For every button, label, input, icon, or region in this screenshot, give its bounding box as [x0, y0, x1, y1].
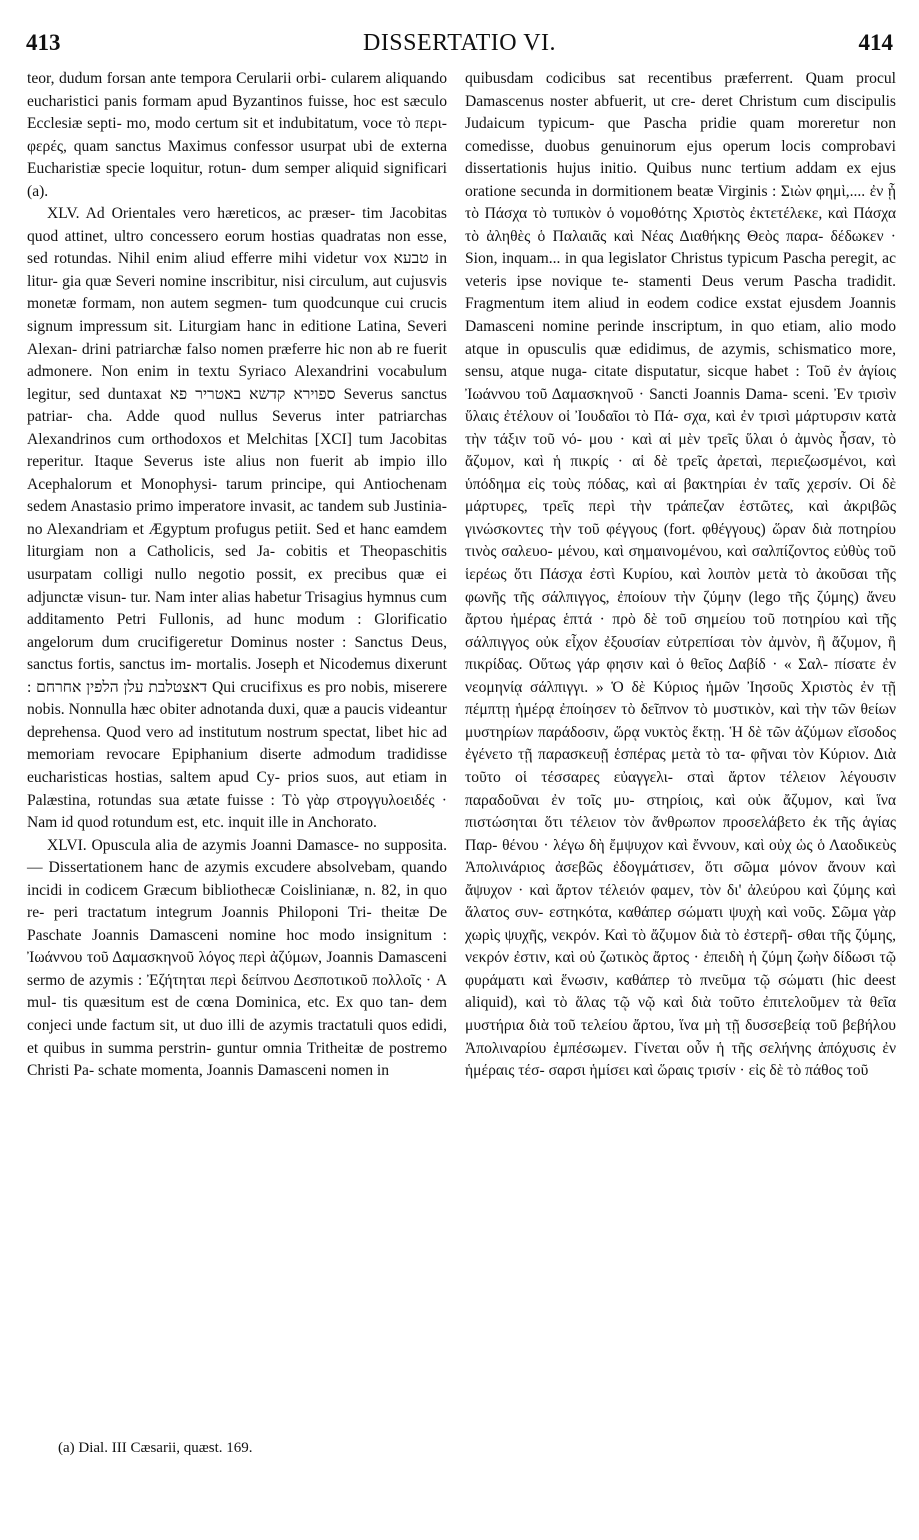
page-number-left: 413	[26, 30, 61, 55]
paragraph-section-46: XLVI. Opuscula alia de azymis Joanni Damasce- no supposita. — Dissertationem hanc de azymis excudere absolvebam, quando incidi in codicem Græcum bibliothecæ Coislinianæ, n. 82, in quo re- peri tractatum integrum Joannis Philoponi Tri- theitæ De Paschate Joannis Damasceni nomine hoc modo insignitum : Ἰωάννου τοῦ Δαμασκηνοῦ λόγος περὶ ἀζύμων, Joannis Damasceni sermo de azymis : Ἐζήτηται περὶ δείπνου Δεσποτικοῦ πολλοῖς · A mul- tis quæsitum est de cœna Dominica, etc. Ex quo tan- dem conjeci unde factum sit, ut duo illi de azymis tractatuli quos edidi, et quibus in summa perstrin- guntur omnia Tritheitæ de postremo Christi Pa- schate momenta, Joannis Damasceni nomen in	[27, 836, 447, 1080]
page-number-right: 414	[858, 30, 893, 55]
running-header	[26, 30, 893, 64]
left-column	[27, 68, 447, 1083]
paragraph-continuation: teor, dudum forsan ante tempora Cerularii orbi- cularem aliquando eucharistici panis formam apud Byzantinos fuisse, hoc est sæculo Ecclesiæ septi- mo, modo certum sit et indubitatum, voce τὸ περι- φερές, quam sanctus Maximus confessor usurpat ubi de externa Eucharistiæ specie loquitur, rotun- dum semper aliquid significari (a).	[27, 70, 447, 200]
page-title: DISSERTATIO VI.	[362, 30, 557, 56]
right-column	[465, 68, 896, 1083]
paragraph-right-text: quibusdam codicibus sat recentibus præferrent. Quam procul Damascenus noster abfuerit, ut cre- deret Christum cum discipulis Judaicum typicum- que Pascha pridie quam moreretur non comedisse, duobus genuinorum ejus operum locis comprobavi dissertationis hujus initio. Quibus nunc tertium addam ex ejus oratione secunda in dormitionem beatæ Virginis : Σιὼν φημὶ,.... ἐν ᾗ τὸ Πάσχα τὸ τυπικὸν ὁ νομοθότης Χριστὸς ἐκτετέλεκε, καὶ Πάσχα τὸ ἀληθὲς ὁ Παλαιᾶς καὶ Νέας Διαθήκης Θεὸς παρα- δέδωκεν · Sion, inquam... in qua legislator Christus typicum Pascha peregit, ac veteris ipse novique te- stamenti Deus verum Pascha tradidit. Fragmentum item aliud in eodem codice exstat ejusdem Joannis Damasceni nomine perinde inscriptum, in quo etiam, alio modo atque in opusculis quæ edidimus, de azymis, schismatico more, sensu, atque nuga- citate disputatur, sicque habet : Τοῦ ἐν ἁγίοις Ἰωάννου τοῦ Δαμασκηνοῦ · Sancti Joannis Dama- sceni. Ἐν τρισὶν ὕλαις ἐτέλουν οἱ Ἰουδαῖοι τὸ Πά- σχα, καὶ ἐν τρισὶ μάρτυρσιν κατὰ τὴν τάξιν τοῦ νό- μου · καὶ αἱ μὲν τρεῖς ὕλαι ὁ ἀμνὸς ἦσαν, τὸ ἄζυμον, καὶ ἡ πικρίς · αἱ δὲ τρεῖς ἀρεταὶ, περιεζωσμένοι, καὶ ὑπόδημα εἰς τοὺς πόδας, καὶ αἱ βακτηρίαι ἐν ταῖς χερσίν. Οἱ δὲ μάρτυρες, τρεῖς περὶ τὴν τράπεζαν ἑστῶτες, καὶ ἀκριβῶς γινώσκοντες τὴν τοῦ φέγγους (fort. φθέγγους) ὥραν διὰ ποτηρίου τινὸς σαλευο- μένου, καὶ σημαινομένου, καὶ σαλπίζοντος εὐθὺς τοῦ ἱερέως ὅτι Πάσχα ἐστὶ Κυρίου, καὶ λοιπὸν μετὰ τὸ ἀκοῦσαι τῆς φωνῆς τῆς σάλπιγγος, ἐποίουν τὴν ζύμην (lego τῆς ζύμης) ἄνευ ἄρτου ἡμέρας ἑπτά · πρὸ δὲ τοῦ σημείου τοῦ ποτηρίου καὶ τῆς σάλπιγγος οὐκ εἶχον ἐξουσίαν εὐτρεπίσαι τὸν ἀμνὸν, ἢ ἄζυμον, ἢ πικρίδας. Οὕτως γάρ φησιν καὶ ὁ θεῖος Δαβίδ · « Σαλ- πίσατε ἐν νεομηνίᾳ σάλπιγγι. » Ὁ δὲ Κύριος ἡμῶν Ἰησοῦς Χριστὸς ἐν τῇ πέμπτῃ ἡμέρᾳ ἐποίησεν τὸ δεῖπνον τὸ μυστικὸν, καὶ τὴν τῶν θείων μυστηρίων παράδοσιν, ὥρᾳ νυκτὸς ἕκτῃ. Ἡ δὲ τῶν ἀζύμων εἴσοδος ἐγένετο τῇ παρασκευῇ ἑσπέρας μετὰ τὸ τα- φῆναι τὸν Κύριον. Διὰ τοῦτο οἱ τέσσαρες εὐαγγελι- σταὶ ἄρτον τέλειον λέγουσιν παραδοῦναι ἐν τοῖς μυ- στηρίοις, καὶ οὐκ ἄζυμον, καὶ ἵνα πιστώσηται ὅτι τέλειον τὸν ἄνθρωπον προσελάβετο ἐκ τῆς ἁγίας Παρ- θένου · λέγω δὴ ἔμψυχον καὶ ἔννουν, καὶ οὐχ ὡς ὁ Λαοδικεὺς Ἀπολινάριος ἀσεβῶς ἐδογμάτισεν, ὅτι σῶμα μόνον ἄνουν καὶ ἄψυχον · καὶ ἄρτον τέλειόν φαμεν, τὸν δι' ἀλεύρου καὶ ζύμης καὶ ἅλατος συν- εστηκότα, καθάπερ σώματι ψυχὴ καὶ νοῦς. Σῶμα γὰρ χωρὶς ψυχῆς, νεκρόν. Καὶ τὸ ἄζυμον διὰ τὸ ἐστερῆ- σθαι τῆς ζύμης, νεκρόν ἐστιν, καὶ οὐ ζωτικὸς ἄρτος · ἐπειδὴ ἡ ζύμη ζωὴν δίδωσι τῷ φυράματι καὶ ἕνωσιν, καθάπερ τὸ πνεῦμα τῷ σώματι (hic deest aliquid), καὶ τὸ ἅλας τῷ νῷ καὶ διὰ τοῦτο ἐπιτελοῦμεν τὰ θεῖα μυστήρια διὰ τοῦ τελείου ἄρτου, ἵνα μὴ τῇ δυσσεβείᾳ τοῦ βεβήλου Ἀπολιναρίου ἐμπέσωμεν. Γίνεται οὖν ἡ τῆς σελήνης ἀπόχυσις ἐν ἡμέραις τέσ- σαρσι ἡμίσει καὶ ὥραις τρισίν · εἰς δὲ τὸ πάθος τοῦ	[465, 70, 896, 1080]
footnote: (a) Dial. III Cæsarii, quæst. 169.	[58, 1440, 253, 1456]
paragraph-section-45: XLV. Ad Orientales vero hæreticos, ac præser- tim Jacobitas quod attinet, ultro concessero eorum hostias quadratas non esse, sed rotundas. Nihil enim aliud efferre mihi videtur vox טבעא in litur- gia quæ Severi nomine inscribitur, nisi circulum, aut cujusvis monetæ formam, non autem segmen- tum quodcunque cui crucis signum impressum sit. Liturgiam hanc in editione Latina, Severi Alexan- drini patriarchæ falso nomen præferre hic non ab re fuerit admonere. Non enim in textu Syriaco Alexandrini vocabulum legitur, sed duntaxat ספוירא קדשא באטריר פא Severus sanctus patriar- cha. Adde quod nullus Severus inter patriarchas Alexandrinos cum orthodoxos et Melchitas [XCI] tum Jacobitas reperitur. Itaque Severus iste alius non fuerit ab impio illo Acephalorum et Monophysi- tarum principe, qui Antiochenam sedem Anastasio primo imperatore invasit, ac tandem sub Justinia- no Alexandriam et Ægyptum profugus petiit. Sed et hanc eamdem liturgiam non a Catholicis, sed Ja- cobitis et Theopaschitis usurpatam colligi nullo negotio possit, ex precibus quæ ei adjunctæ visun- tur. Nam inter alias habetur Trisagius hymnus cum additamento Petri Fullonis, ad hunc modum : Glorificatio angelorum dum crucifigeretur Dominus noster : Sanctus Deus, sanctus fortis, sanctus im- mortalis. Joseph et Nicodemus dixerunt : דאצטלבת עלן הלפין אחרחם Qui crucifixus es pro nobis, miserere nobis. Nonnulla hæc obiter adnotanda duxi, quæ a paucis videantur deprehensa. Quod vero ad institutum nostrum spectat, libet hic ad memoriam revocare Epiphanium diserte admodum tradidisse eucharisticas hostias, saltem apud Cy- prios suos, aut etiam in Palæstina, rotundas sua ætate fuisse : Τὸ γὰρ στρογγυλοειδές · Nam id quod rotundum est, etc. inquit ille in Anchorato.	[27, 205, 448, 832]
